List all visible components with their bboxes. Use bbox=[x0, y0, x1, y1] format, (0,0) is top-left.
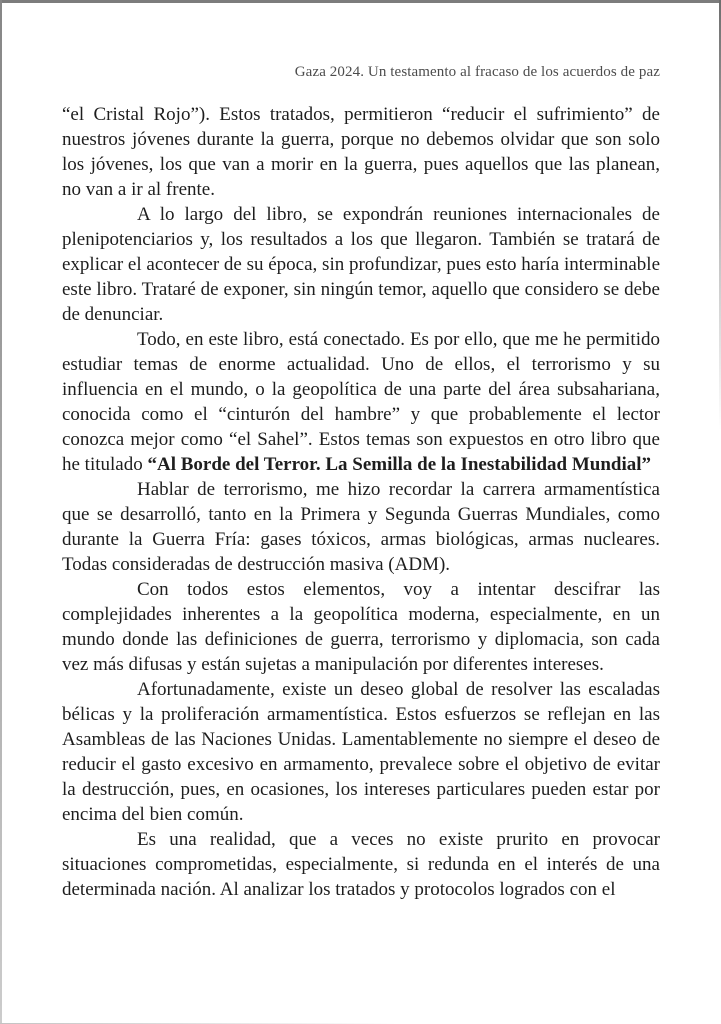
paragraph-text: Todo, en este libro, está conectado. Es por ello, que me he permitido estudiar temas de enorme actualidad. Uno de ellos, el terrorismo y su influencia en el mundo, o la geopolítica de una parte del área subsahariana, conocida como el “cinturón del hambre” y que probablemente el lector conozca mejor como “el Sahel”. Estos temas son expuestos en otro libro que he titulado bbox=[62, 329, 660, 475]
paragraph-text: Es una realidad, que a veces no existe prurito en provocar situaciones comprometidas, especialmente, si redunda en el interés de una determinada nación. Al analizar los tratados y protocolos logrados con el bbox=[62, 829, 660, 900]
paragraph-text: “el Cristal Rojo”). Estos tratados, permitieron “reducir el sufrimiento” de nuestros jóvenes durante la guerra, porque no debemos olvidar que son solo los jóvenes, los que van a morir en la guerra, pues aquellos que las planean, no van a ir al frente. bbox=[62, 104, 660, 200]
running-header: Gaza 2024. Un testamento al fracaso de los acuerdos de paz bbox=[294, 64, 660, 80]
paragraph bbox=[62, 202, 660, 327]
paragraph-text: Afortunadamente, existe un deseo global de resolver las escaladas bélicas y la proliferación armamentística. Estos esfuerzos se reflejan en las Asambleas de las Naciones Unidas. Lamentablemente no siempre el deseo de reducir el gasto excesivo en armamento, prevalece sobre el objetivo de evitar la destrucción, pues, en ocasiones, los intereses particulares pueden estar por encima del bien común. bbox=[62, 679, 660, 825]
paragraph bbox=[62, 102, 660, 202]
paragraph bbox=[62, 327, 660, 477]
page-edge-top bbox=[0, 0, 721, 3]
paragraph bbox=[62, 827, 660, 902]
paragraph bbox=[62, 577, 660, 677]
paragraph bbox=[62, 677, 660, 827]
page-edge-left bbox=[0, 0, 2, 1024]
paragraph bbox=[62, 477, 660, 577]
paragraph-text: Hablar de terrorismo, me hizo recordar la carrera armamentística que se desarrolló, tanto en la Primera y Segunda Guerras Mundiales, como durante la Guerra Fría: gases tóxicos, armas biológicas, armas nucleares. Todas consideradas de destrucción masiva (ADM). bbox=[62, 479, 660, 575]
page-body bbox=[62, 102, 660, 902]
paragraph-text: A lo largo del libro, se expondrán reuniones internacionales de plenipotenciarios y, los resultados a los que llegaron. También se tratará de explicar el acontecer de su época, sin profundizar, pues esto haría interminable este libro. Trataré de exponer, sin ningún temor, aquello que considero se debe de denunciar. bbox=[62, 204, 661, 325]
paragraph-text: Con todos estos elementos, voy a intentar descifrar las complejidades inherentes a la geopolítica moderna, especialmente, en un mundo donde las definiciones de guerra, terrorismo y diplomacia, son cada vez más difusas y están sujetas a manipulación por diferentes intereses. bbox=[62, 579, 660, 675]
book-title-bold-text: “Al Borde del Terror. La Semilla de la Inestabilidad Mundial” bbox=[147, 454, 652, 475]
